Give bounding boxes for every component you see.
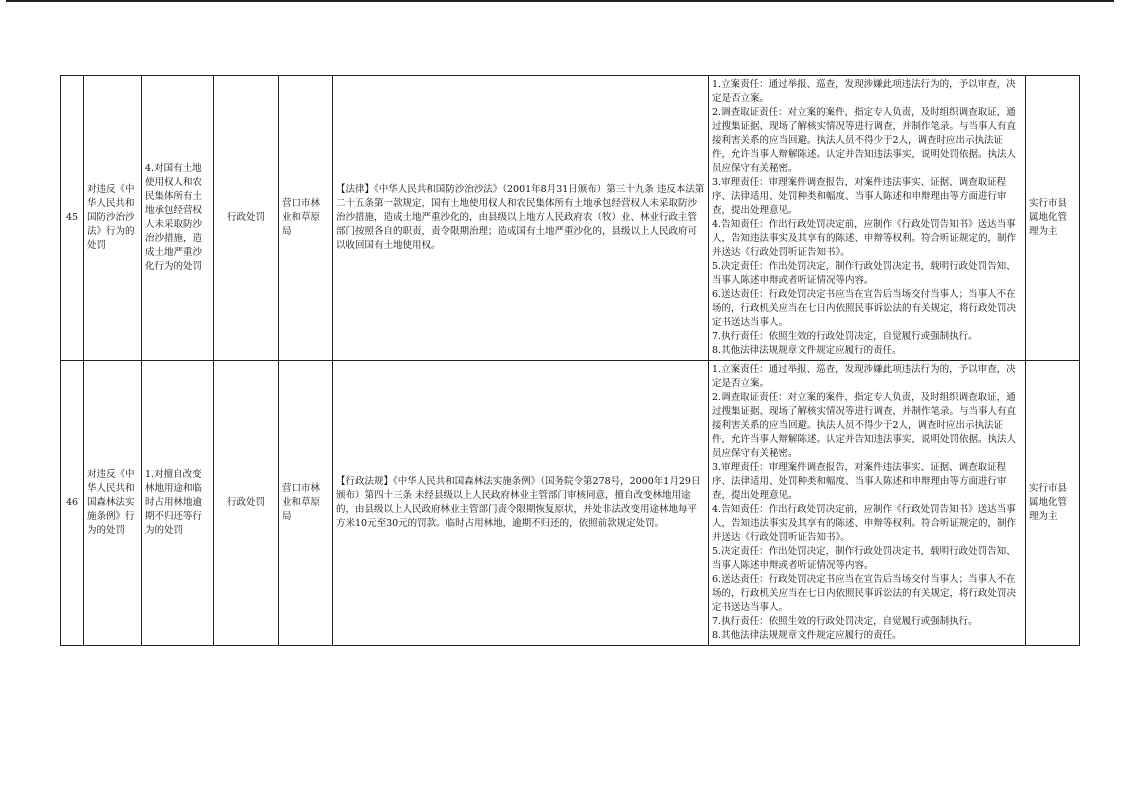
duty-list <box>709 76 1026 361</box>
duty-item: 4.告知责任：作出行政处罚决定前，应制作《行政处罚告知书》送达当事人，告知违法事实及其享有的陈述、申辩等权利。符合听证规定的，制作并送达《行政处罚听证告知书》。 <box>712 219 1017 258</box>
duty-item: 1.立案责任：通过举报、巡查，发现涉嫌此项违法行为的，予以审查，决定是否立案。 <box>712 79 1016 104</box>
authority: 营口市林业和草原局 <box>279 361 333 646</box>
duty-list <box>709 361 1026 646</box>
duty-item: 8.其他法律法规规章文件规定应履行的责任。 <box>712 345 902 356</box>
page-top-rule <box>6 0 1114 2</box>
power-type: 行政处罚 <box>214 361 279 646</box>
duty-item: 1.立案责任：通过举报、巡查，发现涉嫌此项违法行为的，予以审查，决定是否立案。 <box>712 364 1016 389</box>
duty-item: 4.告知责任：作出行政处罚决定前，应制作《行政处罚告知书》送达当事人，告知违法事实及其享有的陈述、申辩等权利。符合听证规定的，制作并送达《行政处罚听证告知书》。 <box>712 504 1017 543</box>
duty-item: 5.决定责任：作出处罚决定，制作行政处罚决定书，载明行政处罚告知、当事人陈述申辩或者听证情况等内容。 <box>712 546 1016 571</box>
power-type: 行政处罚 <box>214 76 279 361</box>
item-name: 对违反《中华人民共和国森林法实施条例》行为的处罚 <box>84 361 142 646</box>
duty-item: 8.其他法律法规规章文件规定应履行的责任。 <box>712 630 902 641</box>
authority: 营口市林业和草原局 <box>279 76 333 361</box>
duty-item: 6.送达责任：行政处罚决定书应当在宣告后当场交付当事人；当事人不在场的，行政机关应当在七日内依照民事诉讼法的有关规定，将行政处罚决定书送达当事人。 <box>712 289 1017 328</box>
duty-item: 3.审理责任：审理案件调查报告，对案件违法事实、证据、调查取证程序、法律适用、处罚种类和幅度、当事人陈述和申辩理由等方面进行审查，提出处理意见。 <box>712 462 1007 501</box>
item-name: 对违反《中华人民共和国防沙治沙法》行为的处罚 <box>84 76 142 361</box>
duty-item: 3.审理责任：审理案件调查报告，对案件违法事实、证据、调查取证程序、法律适用、处罚种类和幅度、当事人陈述和申辩理由等方面进行审查，提出处理意见。 <box>712 177 1007 216</box>
duty-item: 5.决定责任：作出处罚决定，制作行政处罚决定书，载明行政处罚告知、当事人陈述申辩或者听证情况等内容。 <box>712 261 1016 286</box>
table-row <box>61 361 1080 646</box>
sub-item-name: 1.对擅自改变林地用途和临时占用林地逾期不归还等行为的处罚 <box>142 361 214 646</box>
duty-item: 2.调查取证责任：对立案的案件，指定专人负责，及时组织调查取证，通过搜集证据、现场了解核实情况等进行调查，并制作笔录。与当事人有直接利害关系的应当回避。执法人员不得少于2人，调查时应出示执法证件，允许当事人辩解陈述。认定并告知违法事实，说明处罚依据。执法人员应保守有关秘密。 <box>712 392 1017 459</box>
power-list-table <box>60 75 1080 646</box>
legal-basis: 【行政法规】《中华人民共和国森林法实施条例》（国务院令第278号，2000年1月29日颁布）第四十三条 未经县级以上人民政府林业主管部门审核同意，擅自改变林地用途的，由县级以上人民政府林业主管部门责令限期恢复原状，并处非法改变用途林地每平方米10元至30元的罚款。临时占用林地，逾期不归还的，依照前款规定处罚。 <box>333 361 709 646</box>
row-number: 45 <box>61 76 84 361</box>
row-number: 46 <box>61 361 84 646</box>
duty-item: 7.执行责任：依照生效的行政处罚决定，自觉履行或强制执行。 <box>712 331 978 342</box>
table-row <box>61 76 1080 361</box>
duty-item: 7.执行责任：依照生效的行政处罚决定，自觉履行或强制执行。 <box>712 616 978 627</box>
legal-basis: 【法律】《中华人民共和国防沙治沙法》（2001年8月31日颁布）第三十九条 违反本法第二十五条第一款规定，国有土地使用权人和农民集体所有土地承包经营权人未采取防沙治沙措施，造成土地严重沙化的，由县级以上地方人民政府农（牧）业、林业行政主管部门按照各自的职责，责令限期治理；造成国有土地严重沙化的，县级以上人民政府可以收回国有土地使用权。 <box>333 76 709 361</box>
remark: 实行市县属地化管理为主 <box>1026 76 1080 361</box>
sub-item-name: 4.对国有土地使用权人和农民集体所有土地承包经营权人未采取防沙治沙措施，造成土地严重沙化行为的处罚 <box>142 76 214 361</box>
duty-item: 2.调查取证责任：对立案的案件，指定专人负责，及时组织调查取证，通过搜集证据、现场了解核实情况等进行调查，并制作笔录。与当事人有直接利害关系的应当回避。执法人员不得少于2人，调查时应出示执法证件，允许当事人辩解陈述。认定并告知违法事实，说明处罚依据。执法人员应保守有关秘密。 <box>712 107 1017 174</box>
duty-item: 6.送达责任：行政处罚决定书应当在宣告后当场交付当事人；当事人不在场的，行政机关应当在七日内依照民事诉讼法的有关规定，将行政处罚决定书送达当事人。 <box>712 574 1017 613</box>
remark: 实行市县属地化管理为主 <box>1026 361 1080 646</box>
